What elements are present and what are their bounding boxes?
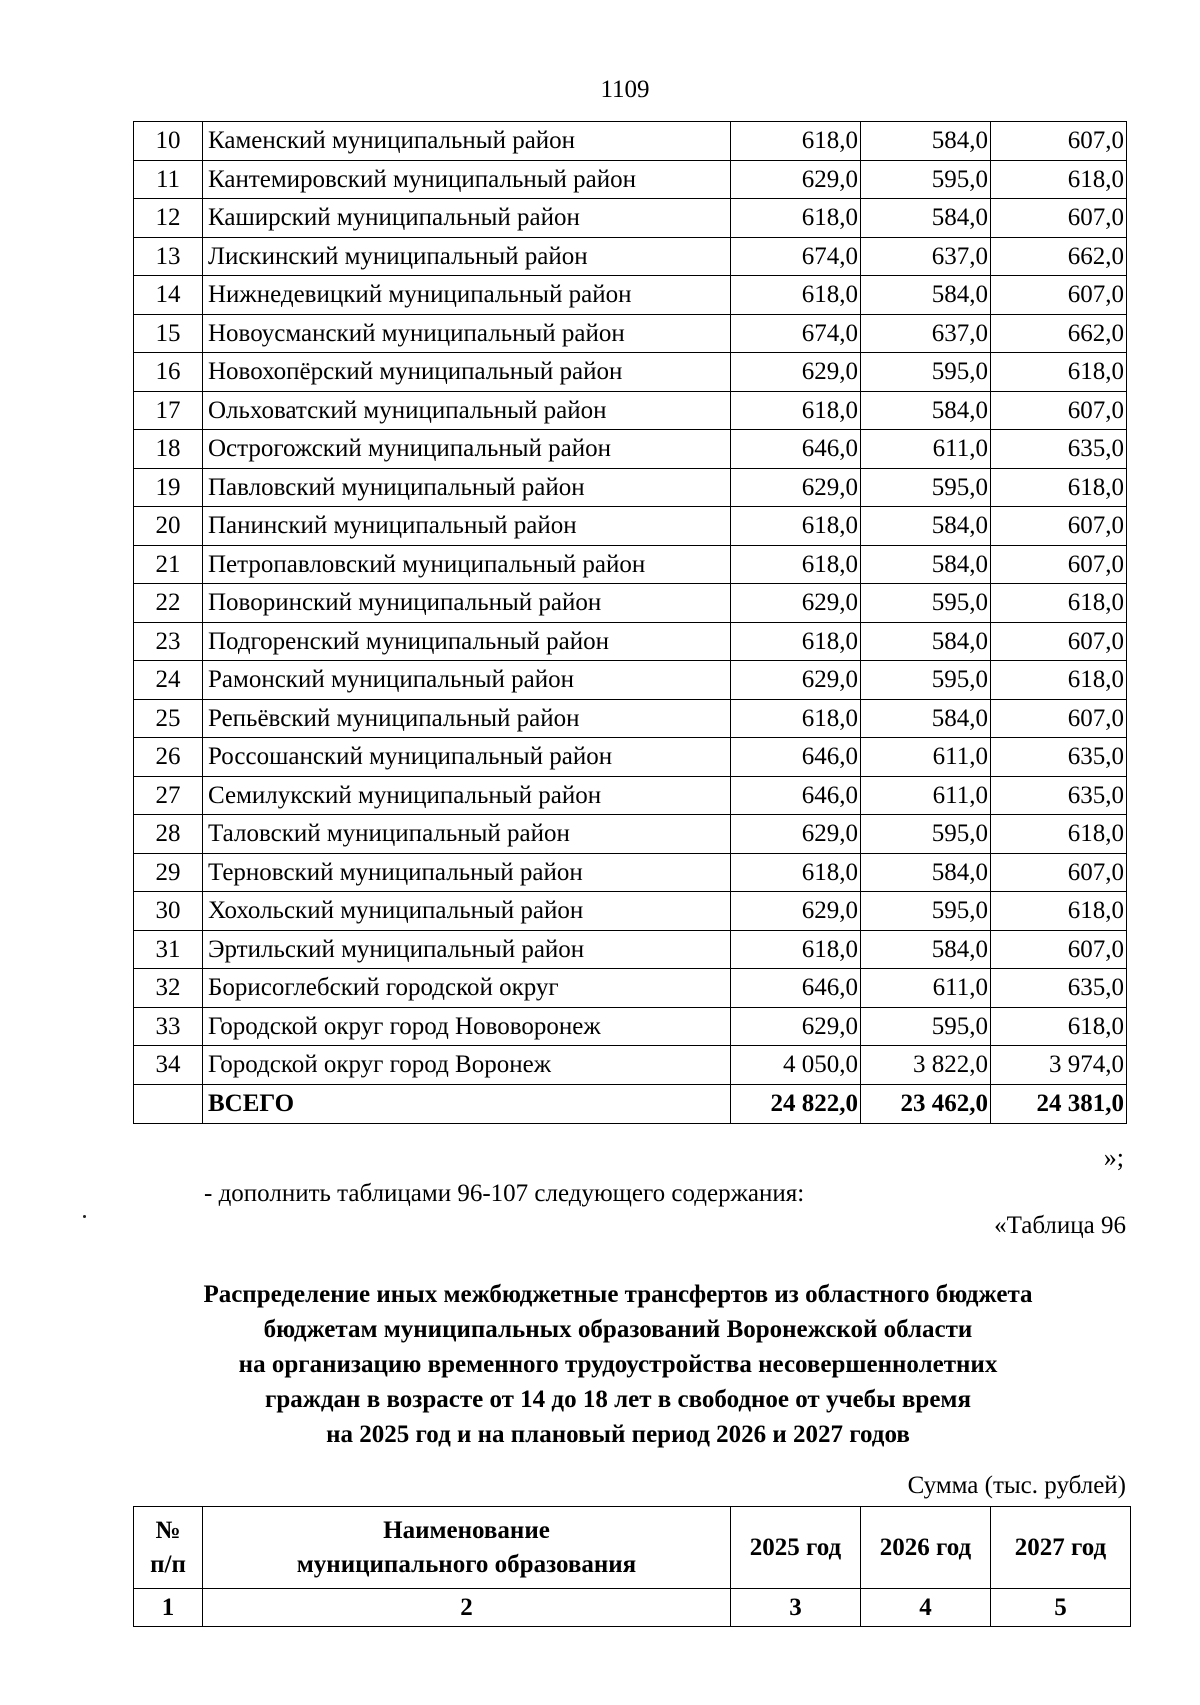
value-2025: 618,0 <box>731 391 861 430</box>
municipality-name: Новоусманский муниципальный район <box>203 314 731 353</box>
value-2027: 607,0 <box>991 545 1127 584</box>
total-2027: 24 381,0 <box>991 1084 1127 1123</box>
value-2027: 635,0 <box>991 969 1127 1008</box>
value-2025: 629,0 <box>731 892 861 931</box>
value-2026: 584,0 <box>861 930 991 969</box>
value-2026: 595,0 <box>861 584 991 623</box>
value-2027: 607,0 <box>991 930 1127 969</box>
value-2027: 618,0 <box>991 160 1127 199</box>
row-number: 18 <box>134 430 203 469</box>
scan-speck <box>83 1215 86 1218</box>
row-number: 17 <box>134 391 203 430</box>
value-2025: 674,0 <box>731 237 861 276</box>
value-2027: 618,0 <box>991 468 1127 507</box>
row-number: 19 <box>134 468 203 507</box>
municipality-name: Терновский муниципальный район <box>203 853 731 892</box>
header-2027: 2027 год <box>991 1507 1131 1589</box>
value-2025: 618,0 <box>731 699 861 738</box>
municipality-name: Городской округ город Нововоронеж <box>203 1007 731 1046</box>
value-2026: 595,0 <box>861 353 991 392</box>
row-number: 10 <box>134 122 203 161</box>
value-2025: 646,0 <box>731 776 861 815</box>
municipality-name: Ольховатский муниципальный район <box>203 391 731 430</box>
table-row <box>134 468 1127 507</box>
municipality-name: Россошанский муниципальный район <box>203 738 731 777</box>
municipality-name: Лискинский муниципальный район <box>203 237 731 276</box>
table-row <box>134 892 1127 931</box>
row-number: 22 <box>134 584 203 623</box>
header-2025: 2025 год <box>731 1507 861 1589</box>
row-number: 29 <box>134 853 203 892</box>
municipality-name: Кантемировский муниципальный район <box>203 160 731 199</box>
unit-label: Сумма (тыс. рублей) <box>907 1472 1126 1499</box>
total-row <box>134 1084 1127 1123</box>
value-2027: 607,0 <box>991 699 1127 738</box>
municipality-name: Борисоглебский городской округ <box>203 969 731 1008</box>
table-row <box>134 1007 1127 1046</box>
value-2026: 584,0 <box>861 507 991 546</box>
header-num-cell <box>134 1507 203 1589</box>
row-number: 28 <box>134 815 203 854</box>
value-2026: 595,0 <box>861 661 991 700</box>
amendment-instruction: - дополнить таблицами 96-107 следующего содержания: <box>204 1180 805 1207</box>
table-row <box>134 584 1127 623</box>
row-number: 34 <box>134 1046 203 1085</box>
value-2027: 607,0 <box>991 391 1127 430</box>
row-number: 32 <box>134 969 203 1008</box>
value-2025: 618,0 <box>731 930 861 969</box>
value-2026: 637,0 <box>861 237 991 276</box>
value-2025: 674,0 <box>731 314 861 353</box>
municipality-name: Репьёвский муниципальный район <box>203 699 731 738</box>
municipality-name: Таловский муниципальный район <box>203 815 731 854</box>
heading-line: граждан в возрасте от 14 до 18 лет в свободное от учебы время <box>265 1386 971 1413</box>
value-2027: 607,0 <box>991 199 1127 238</box>
heading-line: на 2025 год и на плановый период 2026 и 2027 годов <box>326 1421 910 1448</box>
row-number: 12 <box>134 199 203 238</box>
value-2025: 629,0 <box>731 160 861 199</box>
header-name-cell <box>203 1507 731 1589</box>
header-num-line1: № <box>155 1516 181 1544</box>
table-row <box>134 122 1127 161</box>
value-2025: 629,0 <box>731 468 861 507</box>
table-row <box>134 353 1127 392</box>
total-2025: 24 822,0 <box>731 1084 861 1123</box>
value-2025: 618,0 <box>731 276 861 315</box>
value-2026: 611,0 <box>861 776 991 815</box>
value-2025: 629,0 <box>731 1007 861 1046</box>
value-2027: 662,0 <box>991 314 1127 353</box>
municipality-name: Поворинский муниципальный район <box>203 584 731 623</box>
table-row <box>134 930 1127 969</box>
row-number: 27 <box>134 776 203 815</box>
value-2025: 618,0 <box>731 122 861 161</box>
row-number: 31 <box>134 930 203 969</box>
value-2026: 584,0 <box>861 122 991 161</box>
row-number: 23 <box>134 622 203 661</box>
table-row <box>134 507 1127 546</box>
value-2027: 3 974,0 <box>991 1046 1127 1085</box>
header-name-line1: Наименование <box>383 1516 550 1544</box>
row-number: 20 <box>134 507 203 546</box>
value-2025: 629,0 <box>731 353 861 392</box>
table-row <box>134 969 1127 1008</box>
table-heading <box>118 1277 1118 1452</box>
value-2026: 611,0 <box>861 430 991 469</box>
value-2026: 584,0 <box>861 545 991 584</box>
value-2025: 646,0 <box>731 969 861 1008</box>
value-2027: 618,0 <box>991 1007 1127 1046</box>
table-96-header <box>133 1506 1131 1627</box>
column-index-row <box>134 1589 1131 1627</box>
municipality-name: Острогожский муниципальный район <box>203 430 731 469</box>
allocation-table-continued <box>133 121 1127 1124</box>
table-row <box>134 160 1127 199</box>
value-2025: 629,0 <box>731 584 861 623</box>
row-number: 21 <box>134 545 203 584</box>
municipality-name: Хохольский муниципальный район <box>203 892 731 931</box>
value-2025: 4 050,0 <box>731 1046 861 1085</box>
closing-quote: »; <box>1103 1143 1124 1172</box>
value-2027: 607,0 <box>991 622 1127 661</box>
value-2026: 584,0 <box>861 391 991 430</box>
value-2026: 584,0 <box>861 853 991 892</box>
municipality-name: Нижнедевицкий муниципальный район <box>203 276 731 315</box>
table-row <box>134 1046 1127 1085</box>
value-2026: 595,0 <box>861 468 991 507</box>
value-2025: 618,0 <box>731 853 861 892</box>
value-2027: 618,0 <box>991 815 1127 854</box>
table-row <box>134 237 1127 276</box>
value-2026: 611,0 <box>861 969 991 1008</box>
row-number: 30 <box>134 892 203 931</box>
value-2027: 635,0 <box>991 430 1127 469</box>
row-number: 11 <box>134 160 203 199</box>
table-row <box>134 622 1127 661</box>
table-row <box>134 661 1127 700</box>
header-num-line2: п/п <box>150 1550 186 1578</box>
municipality-name: Панинский муниципальный район <box>203 507 731 546</box>
row-number: 16 <box>134 353 203 392</box>
total-empty-cell <box>134 1084 203 1123</box>
value-2026: 584,0 <box>861 699 991 738</box>
column-index-cell: 2 <box>203 1589 731 1627</box>
value-2026: 595,0 <box>861 815 991 854</box>
table-number-label: «Таблица 96 <box>994 1212 1126 1239</box>
table-row <box>134 314 1127 353</box>
value-2026: 595,0 <box>861 1007 991 1046</box>
value-2026: 637,0 <box>861 314 991 353</box>
row-number: 15 <box>134 314 203 353</box>
row-number: 33 <box>134 1007 203 1046</box>
municipality-name: Петропавловский муниципальный район <box>203 545 731 584</box>
column-index-cell: 1 <box>134 1589 203 1627</box>
municipality-name: Подгоренский муниципальный район <box>203 622 731 661</box>
page-number: 1109 <box>600 76 650 103</box>
column-index-cell: 3 <box>731 1589 861 1627</box>
value-2027: 662,0 <box>991 237 1127 276</box>
value-2026: 611,0 <box>861 738 991 777</box>
table-row <box>134 276 1127 315</box>
total-2026: 23 462,0 <box>861 1084 991 1123</box>
municipality-name: Каширский муниципальный район <box>203 199 731 238</box>
value-2027: 635,0 <box>991 776 1127 815</box>
value-2027: 607,0 <box>991 507 1127 546</box>
value-2027: 618,0 <box>991 353 1127 392</box>
value-2027: 618,0 <box>991 661 1127 700</box>
row-number: 26 <box>134 738 203 777</box>
table-row <box>134 853 1127 892</box>
value-2027: 618,0 <box>991 584 1127 623</box>
column-index-cell: 5 <box>991 1589 1131 1627</box>
municipality-name: Новохопёрский муниципальный район <box>203 353 731 392</box>
value-2027: 618,0 <box>991 892 1127 931</box>
value-2027: 607,0 <box>991 853 1127 892</box>
value-2026: 595,0 <box>861 160 991 199</box>
table-row <box>134 199 1127 238</box>
header-2026: 2026 год <box>861 1507 991 1589</box>
table-row <box>134 699 1127 738</box>
value-2025: 629,0 <box>731 661 861 700</box>
value-2027: 607,0 <box>991 276 1127 315</box>
municipality-name: Эртильский муниципальный район <box>203 930 731 969</box>
value-2026: 595,0 <box>861 892 991 931</box>
value-2026: 3 822,0 <box>861 1046 991 1085</box>
value-2027: 607,0 <box>991 122 1127 161</box>
municipality-name: Рамонский муниципальный район <box>203 661 731 700</box>
value-2025: 618,0 <box>731 622 861 661</box>
municipality-name: Городской округ город Воронеж <box>203 1046 731 1085</box>
municipality-name: Каменский муниципальный район <box>203 122 731 161</box>
value-2025: 618,0 <box>731 199 861 238</box>
column-index-cell: 4 <box>861 1589 991 1627</box>
table-row <box>134 545 1127 584</box>
value-2026: 584,0 <box>861 276 991 315</box>
table-row <box>134 738 1127 777</box>
table-row <box>134 391 1127 430</box>
municipality-name: Павловский муниципальный район <box>203 468 731 507</box>
value-2025: 646,0 <box>731 738 861 777</box>
row-number: 25 <box>134 699 203 738</box>
value-2026: 584,0 <box>861 199 991 238</box>
value-2025: 618,0 <box>731 545 861 584</box>
value-2026: 584,0 <box>861 622 991 661</box>
heading-line: Распределение иных межбюджетные трансфертов из областного бюджета <box>203 1281 1033 1308</box>
heading-line: бюджетам муниципальных образований Воронежской области <box>263 1316 973 1343</box>
row-number: 14 <box>134 276 203 315</box>
value-2025: 646,0 <box>731 430 861 469</box>
value-2027: 635,0 <box>991 738 1127 777</box>
heading-line: на организацию временного трудоустройства несовершеннолетних <box>238 1351 998 1378</box>
municipality-name: Семилукский муниципальный район <box>203 776 731 815</box>
table-row <box>134 430 1127 469</box>
header-row <box>134 1507 1131 1589</box>
value-2025: 618,0 <box>731 507 861 546</box>
table-row <box>134 776 1127 815</box>
header-name-line2: муниципального образования <box>296 1550 637 1578</box>
row-number: 13 <box>134 237 203 276</box>
total-label: ВСЕГО <box>203 1084 731 1123</box>
allocation-table-body <box>134 122 1127 1124</box>
value-2025: 629,0 <box>731 815 861 854</box>
row-number: 24 <box>134 661 203 700</box>
table-row <box>134 815 1127 854</box>
